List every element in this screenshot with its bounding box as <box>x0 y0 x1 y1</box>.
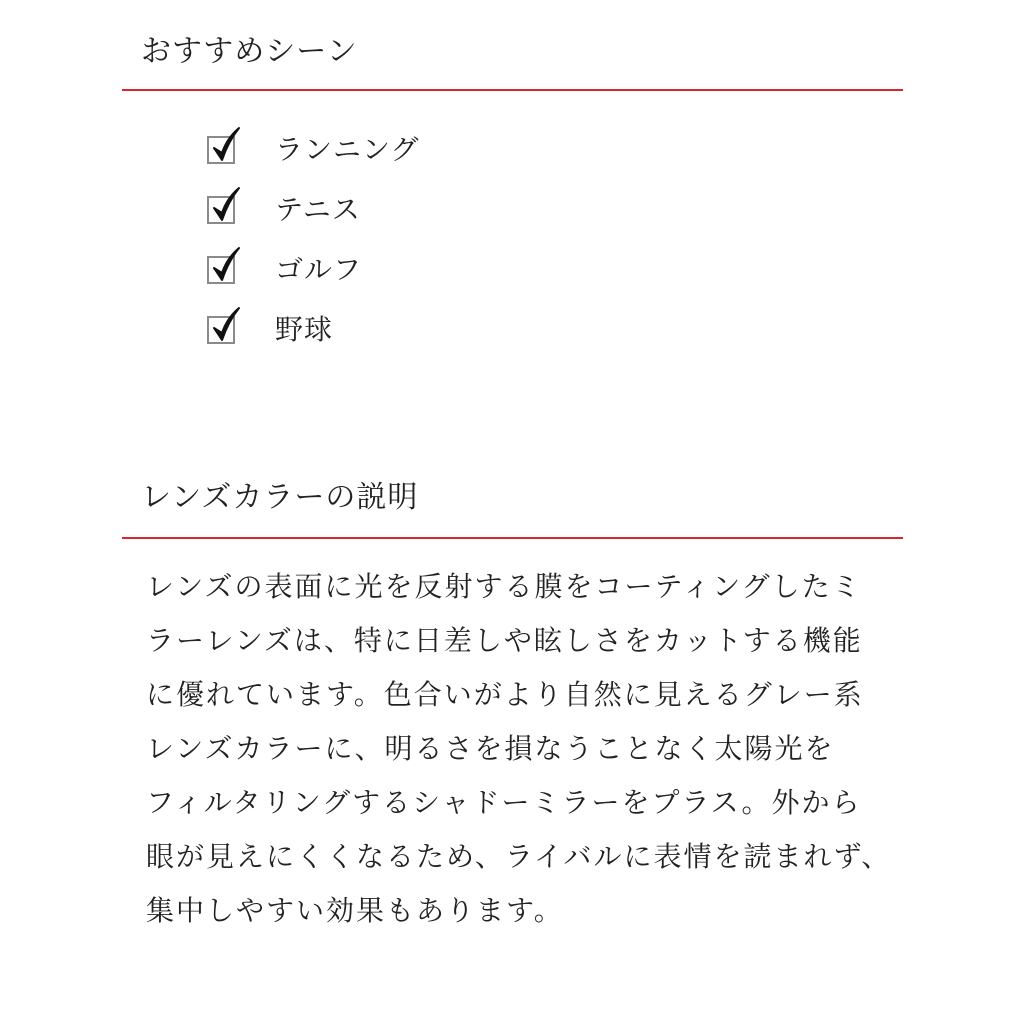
scenes-title: おすすめシーン <box>141 34 358 69</box>
description-line: に優れています。色合いがより自然に見えるグレー系 <box>146 678 864 711</box>
scene-item-golf <box>207 248 607 308</box>
scene-list <box>207 128 607 368</box>
description-line: 集中しやすい効果もあります。 <box>146 894 564 927</box>
lens-divider <box>122 537 903 539</box>
description-line: 眼が見えにくくなるため、ライバルに表情を読まれず、 <box>146 840 892 873</box>
checkbox-running[interactable] <box>207 136 235 164</box>
checkbox-baseball[interactable] <box>207 316 235 344</box>
lens-title: レンズカラーの説明 <box>141 480 419 515</box>
scene-item-tennis <box>207 188 607 248</box>
description-line: ラーレンズは、特に日差しや眩しさをカットする機能 <box>146 624 863 657</box>
scenes-divider <box>122 89 903 91</box>
description-line: レンズカラーに、明るさを損なうことなく太陽光を <box>146 732 835 765</box>
checkbox-golf[interactable] <box>207 256 235 284</box>
lens-description <box>146 560 906 938</box>
scene-label: ランニング <box>275 133 420 166</box>
scene-label: 野球 <box>275 313 334 346</box>
scene-item-running <box>207 128 607 188</box>
checkmark-icon <box>211 246 241 286</box>
scene-label: ゴルフ <box>275 253 363 286</box>
description-line: フィルタリングするシャドーミラーをプラス。外から <box>146 786 862 819</box>
checkmark-icon <box>211 306 241 346</box>
checkmark-icon <box>211 126 241 166</box>
checkbox-tennis[interactable] <box>207 196 235 224</box>
scene-item-baseball <box>207 308 607 368</box>
scene-label: テニス <box>275 193 361 226</box>
checkmark-icon <box>211 186 241 226</box>
description-line: レンズの表面に光を反射する膜をコーティングしたミ <box>146 570 862 603</box>
